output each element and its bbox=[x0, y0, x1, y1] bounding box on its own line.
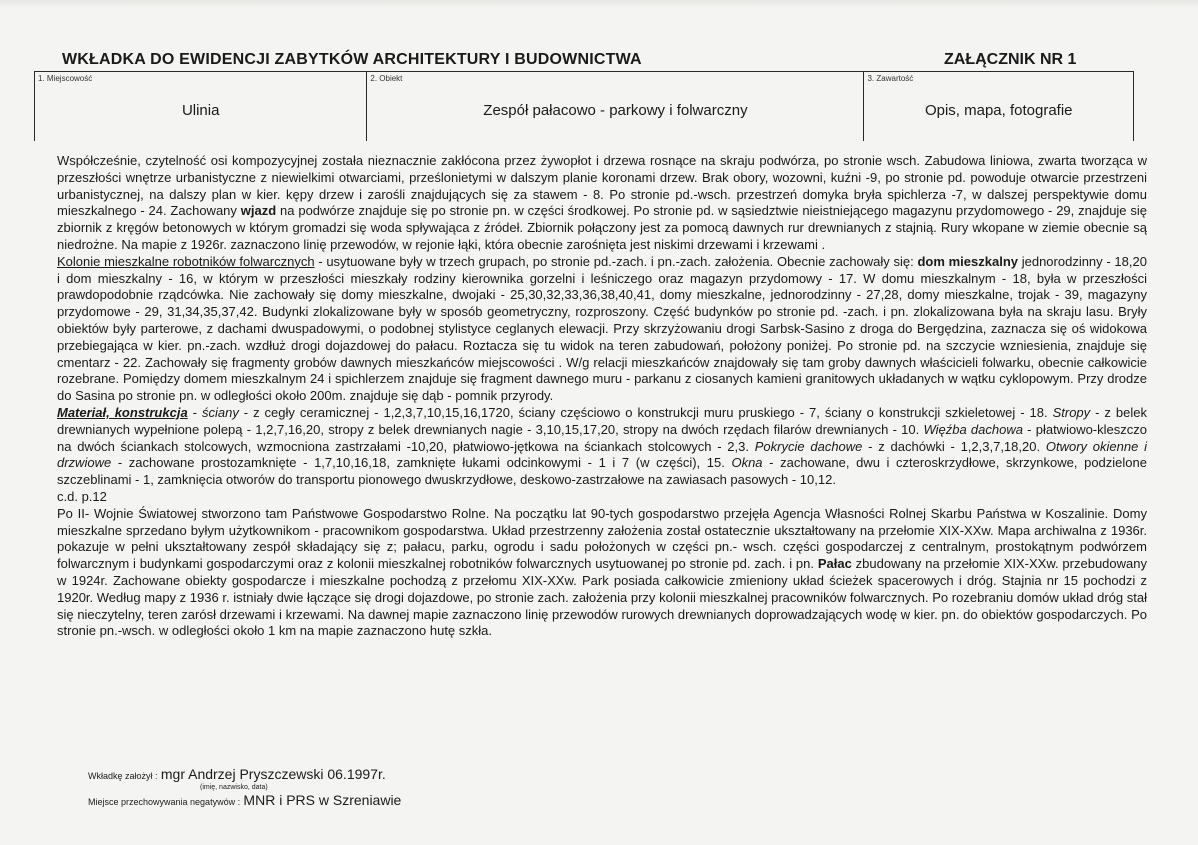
field-object bbox=[367, 72, 864, 141]
field-contents bbox=[864, 72, 1133, 141]
paragraph-history: Po II- Wojnie Światowej stworzono tam Państwowe Gospodarstwo Rolne. Na początku lat 90-tych gospodarstwo przejęła Agencja Własności Rolnej Skarbu Państwa w Koszalinie. Domy mieszkalne sprzedano byłym użytkownikom - pracownikom gospodarstwa. Układ przestrzenny założenia został ostatecznie ukształtowany na przełomie XIX-XXw. Mapa archiwalna z 1936r. pokazuje w pełni ukształtowany zespół składający się z; pałacu, parku, ogrodu i sadu położonych w części pn.- wsch. części gospodarczej z centralnym, prostokątnym podwórzem folwarcznym i budynkami gospodarczymi oraz z kolonii mieszkalnej robotników folwarcznych usytuowanej po stronie pd. zach. i pn. Pałac zbudowany na przełomie XIX-XXw. przebudowany w 1924r. Zachowane obiekty gospodarcze i mieszkalne pochodzą z przełomu XIX-XXw. Park posiada całkowicie zmieniony układ ścieżek spacerowych i dróg. Stajnia nr 15 pochodzi z 1920r. Według mapy z 1936 r. istniały dwie łączące się drogi dojazdowe, po stronie zach. założenia przy kolonii mieszkalnej pracowników folwarcznych. Po rozebraniu domów układ dróg stał się nieczytelny, teren zarósł drzewami i krzewami. Na dawnej mapie zaznaczono linię przewodów rurowych drewnianych doprowadzających wodę w kier. pn. do obiektów gospodarczych. Po stronie pn.-wsch. w odległości około 1 km na mapie zaznaczono hutę szkła. bbox=[57, 505, 1147, 639]
footer-value: mgr Andrzej Pryszczewski 06.1997r. bbox=[160, 766, 386, 782]
field-label: 3. Zawartość bbox=[867, 74, 914, 83]
field-label: 1. Miejscowość bbox=[38, 74, 93, 83]
footer-label: Miejsce przechowywania negatywów : bbox=[88, 797, 241, 807]
paragraph-composition: Współcześnie, czytelność osi kompozycyjnej została nieznacznie zakłócona przez żywopłot i drzewa rosnące na skraju podwórza, po stronie wsch. Zabudowa liniowa, zwarta tworząca w przeszłości wnętrze urbanistyczne z niewielkimi otwarciami, prześlonietymi w dalszym planie koronami drzew. Brak obory, wozowni, kuźni -9, po stronie pd. powoduje otwarcie przestrzeni urbanistycznej, na dalszy plan w kier. kępy drzew i zarośli znajdujących się za stawem - 8. Po stronie pd.-wsch. przestrzeń domyka bryła spichlerza -7, w dalszej perspektywie domu mieszkalnego - 24. Zachowany wjazd na podwórze znajduje się po stronie pn. w części środkowej. Po stronie pd. w sąsiedztwie nieistniejącego magazynu przydomowego - 29, znajduje się zbiornik z kręgów betonowych w którym gromadzi się woda spływająca z źródeł. Zbiornik połączony jest za pomocą dawnych rur drewnianych z stajnią. Rury wkopane w ziemie obecnie są niedrożne. Na mapie z 1926r. zaznaczono linię przewodów, w rejonie łąki, która obecnie zarośnięta jest niskimi drzewami i krzewami . bbox=[57, 153, 1148, 252]
footer-storage bbox=[88, 792, 401, 808]
footer-label: Wkładkę założył : bbox=[88, 771, 158, 781]
document-title: WKŁADKA DO EWIDENCJI ZABYTKÓW ARCHITEKTURY I BUDOWNICTWA bbox=[62, 51, 642, 68]
section-heading: Materiał, konstrukcja bbox=[57, 404, 188, 420]
footer-created-by bbox=[88, 766, 386, 782]
field-value: Zespół pałacowo - parkowy i folwarczny bbox=[483, 102, 748, 119]
description-body bbox=[57, 153, 1147, 640]
field-locality bbox=[35, 72, 367, 141]
field-label: 2. Obiekt bbox=[370, 74, 403, 83]
annex-label: ZAŁĄCZNIK NR 1 bbox=[944, 51, 1077, 68]
footer-hint: (imię, nazwisko, data) bbox=[200, 784, 268, 791]
continuation-note: c.d. p.12 bbox=[57, 488, 107, 504]
section-heading: Kolonie mieszkalne robotników folwarcznych bbox=[57, 253, 315, 269]
field-value: Opis, mapa, fotografie bbox=[924, 102, 1073, 119]
header-fields-table bbox=[34, 71, 1134, 141]
paragraph-material: Materiał, konstrukcja - ściany - z cegły ceramicznej - 1,2,3,7,10,15,16,1720, ściany częściowo o konstrukcji muru pruskiego - 7, ściany o konstrukcji szkieletowej - 18. Stropy - z belek drewnianych wypełnione polepą - 1,2,7,16,20, stropy z belek drewnianych nagie - 3,10,15,17,20, stropy na dwóch rzędach filarów drewnianych - 10. Więźba dachowa - płatwiowo-kleszczo na dwóch ściankach stolcowych, wzmocniona zastrzałami -10,20, płatwiowo-jętkowa na ściankach stolcowych - 2,3. Pokrycie dachowe - z dachówki - 1,2,3,7,18,20. Otwory okienne i drzwiowe - zachowane prostozamknięte - 1,7,10,16,18, zamknięte łukami odcinkowymi - 1 i 7 (w części), 15. Okna - zachowane, dwu i czteroskrzydłowe, skrzynkowe, podzielone szczeblinami - 1, zamknięcia otworów do transportu pionowego dwuskrzydłowe, deskowo-zastrzałowe na zawiasach pasowych - 10,12. bbox=[57, 404, 1147, 488]
scan-edge bbox=[0, 0, 1198, 8]
paragraph-worker-colonies: Kolonie mieszkalne robotników folwarcznych - usytuowane były w trzech grupach, po stronie pd.-zach. i pn.-zach. założenia. Obecnie zachowały się: dom mieszkalny jednorodzinny - 18,20 i dom mieszkalny - 16, w którym w przeszłości mieszkały rodziny kierownika gorzelni i leśniczego oraz magazyn przydomowy - 17. W domu mieszkalnym - 18, była w przeszłości prawdopodobnie rządcówka. Nie zachowały się domy mieszkalne, dwojaki - 25,30,32,33,36,38,40,41, domy mieszkalne, jednorodzinny - 27,28, domy mieszkalne, trojak - 39, magazyny przydomowe - 29, 31,34,35,37,42. Budynki zlokalizowane były w sposób geometryczny, rozproszony. Część budynków po stronie pd. -zach. i pn. zlokalizowana była na skraju lasu. Bryły obiektów były parterowe, z dachami dwuspadowymi, o podobnej stylistyce ceglanych elewacji. Przy skrzyżowaniu drogi Sarbsk-Sasino z droga do Bergędzina, zaznacza się oś widokowa przebiegająca w kier. pn.-zach. wzdłuż drogi dojazdowej do pałacu. Roztacza się tu widok na teren zabudowań, położony poniżej. Po stronie pd. na szczycie wzniesienia, znajduje się cmentarz - 22. Zachowały się fragmenty grobów dawnych mieszkańców miejscowości . W/g relacji mieszkańców znajdowały się tam groby dawnych właścicieli folwarku, obecnie całkowicie rozebrane. Pomiędzy domem mieszkalnym 24 i spichlerzem znajduje się fragment dawnego muru - parkanu z ciosanych kamieni granitowych układanych w wątku cyklopowym. Przy drodze do Sasina po stronie pn. w odległości około 200m. znajduje się dąb - pomnik przyrody. bbox=[57, 253, 1147, 404]
footer-value: MNR i PRS w Szreniawie bbox=[243, 792, 402, 808]
field-value: Ulinia bbox=[181, 102, 220, 119]
